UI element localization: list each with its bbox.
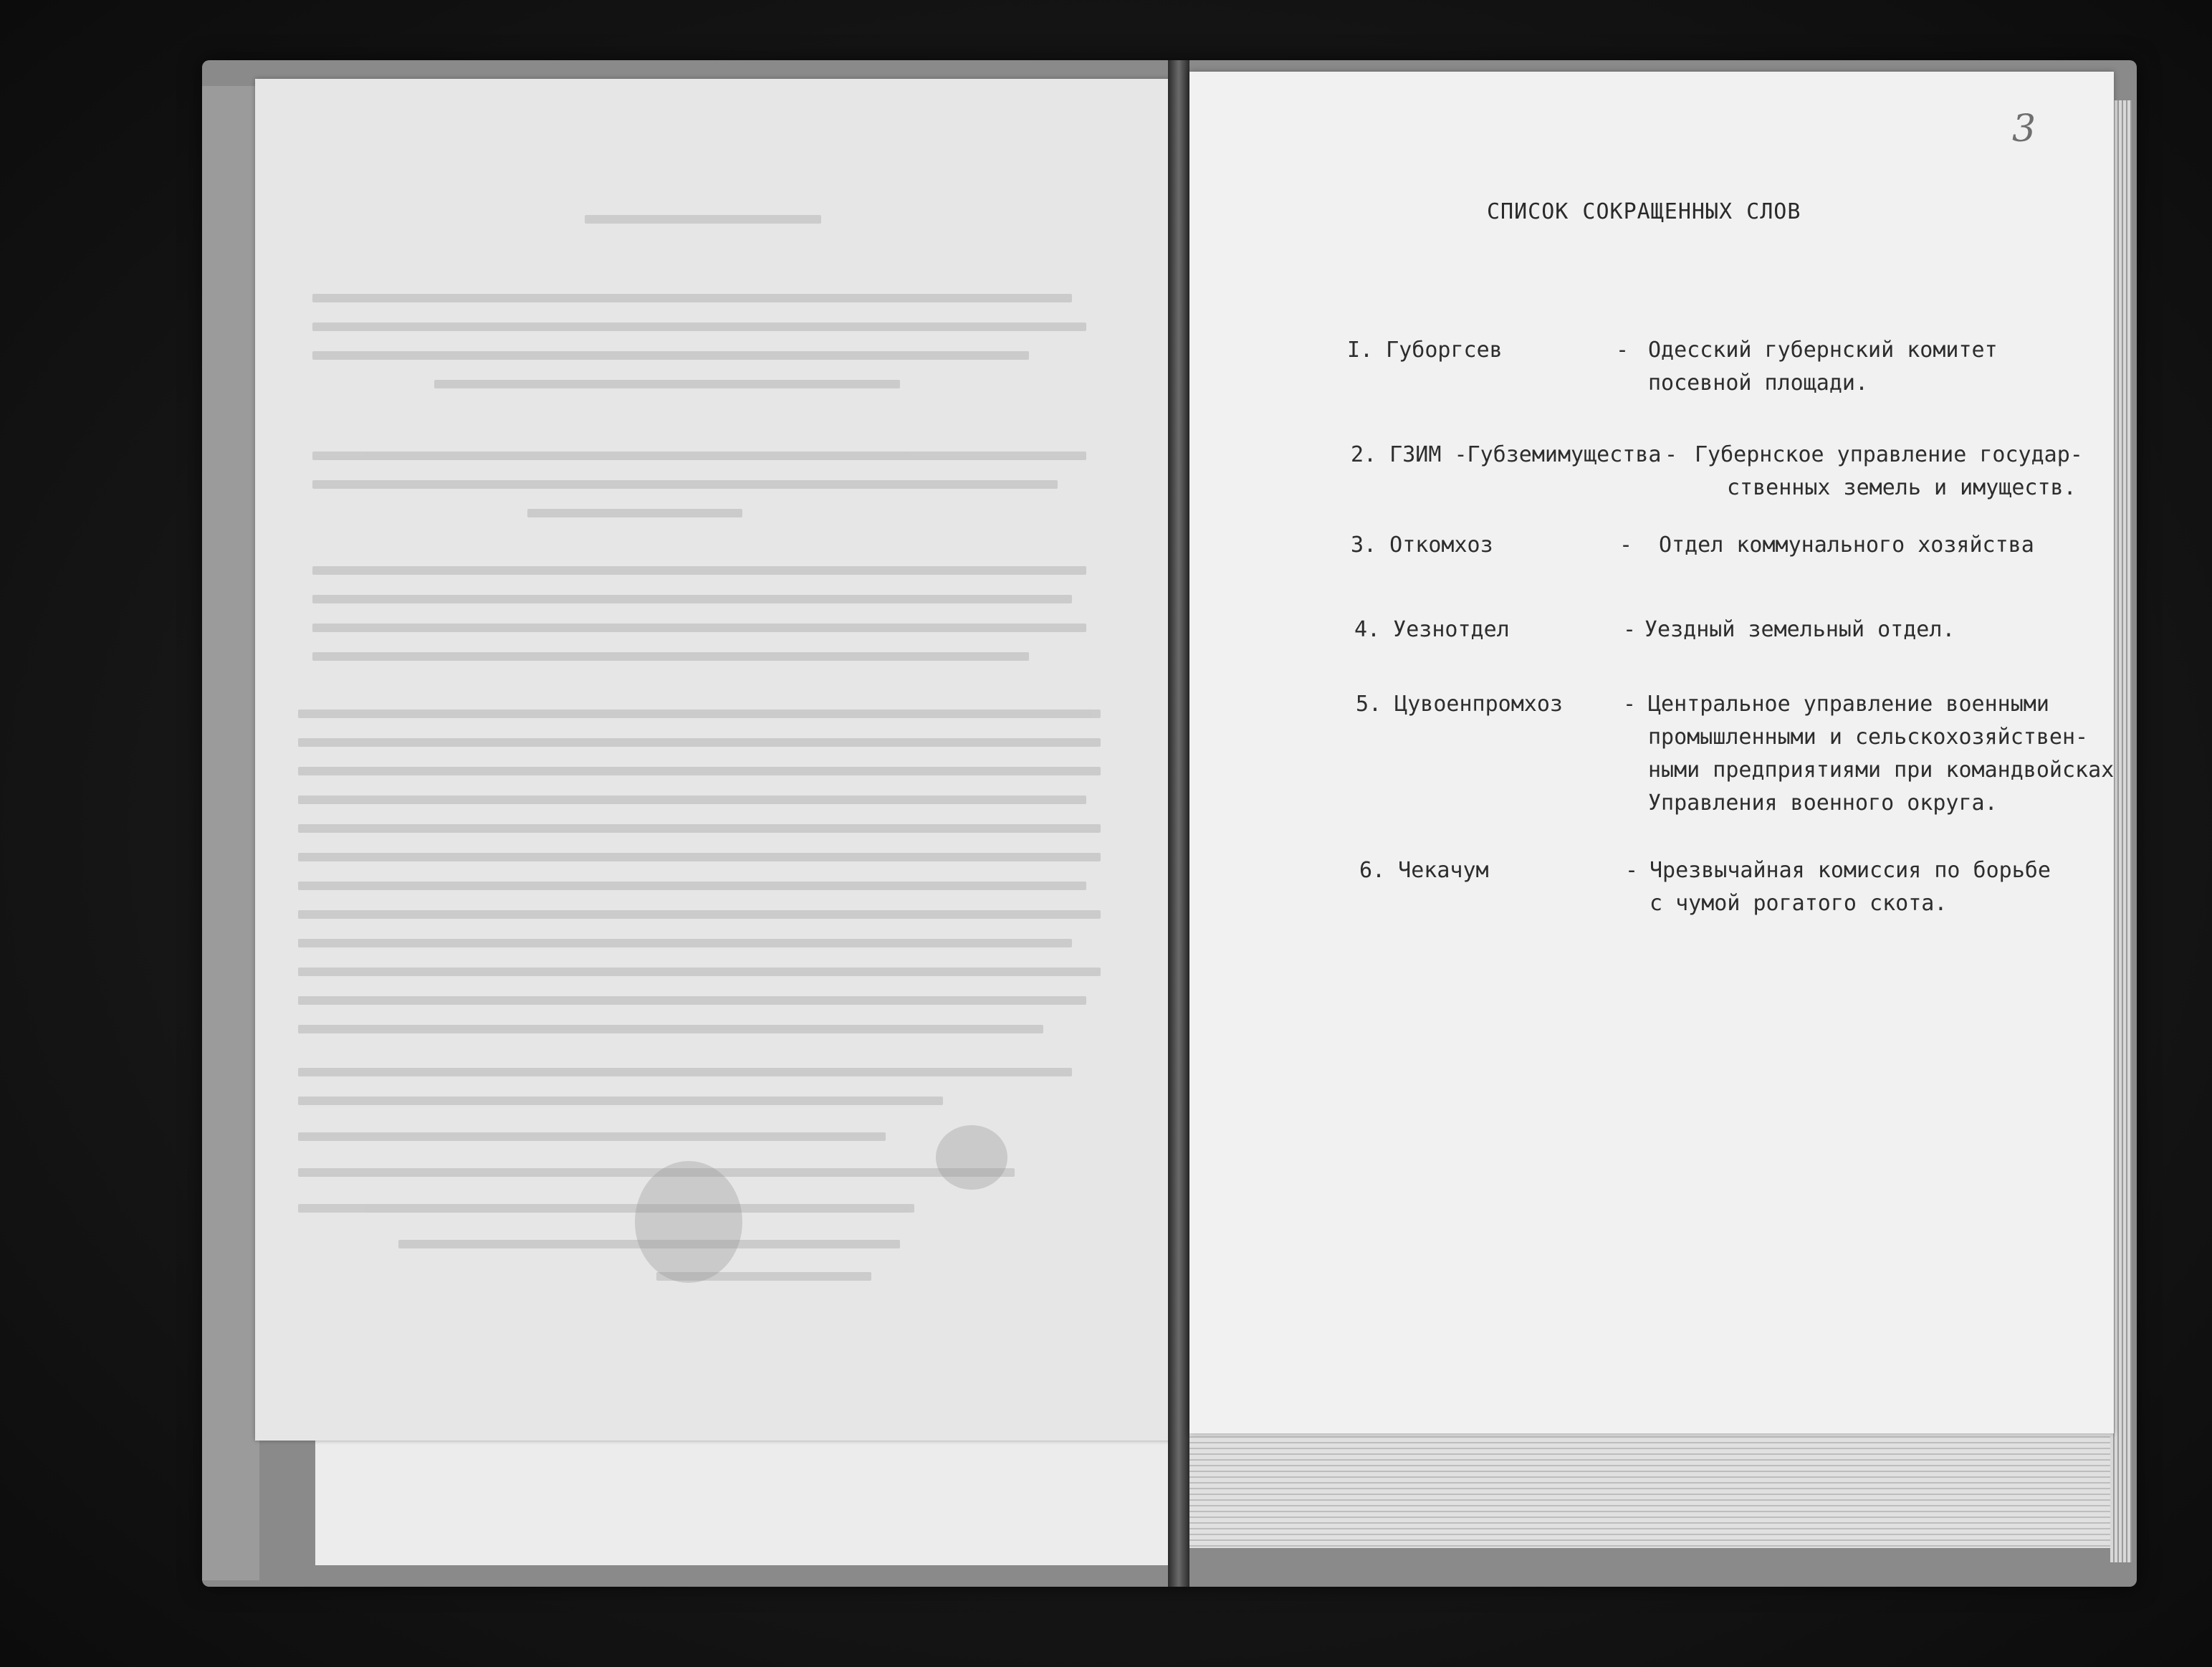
page-number: 3	[2012, 108, 2036, 151]
definition-line: ственных земель и имуществ.	[1727, 475, 2077, 500]
definition-line: Центральное управление военными	[1648, 692, 2049, 717]
definition-line: с чумой рогатого скота.	[1650, 891, 1948, 916]
dash: -	[1625, 858, 1639, 883]
abbreviation-term: 6. Чекачум	[1359, 858, 1489, 883]
abbreviation-term: 3. Откомхоз	[1351, 532, 1493, 558]
definition-line: Управления военного округа.	[1648, 790, 1998, 816]
abbreviation-definition	[1648, 334, 1998, 400]
dash: -	[1619, 532, 1633, 558]
definition-line: Уездный земельный отдел.	[1644, 617, 1955, 642]
definition-line: посевной площади.	[1648, 371, 1869, 396]
definition-line: Губернское управление государ-	[1695, 442, 2083, 467]
abbreviation-definition	[1648, 688, 2114, 820]
dash: -	[1623, 617, 1637, 642]
abbreviation-definition	[1650, 854, 2051, 920]
dash: -	[1665, 442, 1678, 467]
abbreviation-term: 5. Цувоенпромхоз	[1356, 692, 1563, 717]
definition-line: Чрезвычайная комиссия по борьбе	[1650, 858, 2051, 883]
dash: -	[1623, 692, 1637, 717]
definition-line: ными предприятиями при командвойсках	[1648, 758, 2115, 783]
abbreviation-term: 4. Уезнотдел	[1354, 617, 1510, 642]
dash: -	[1616, 338, 1629, 363]
abbreviation-definition	[1644, 613, 1955, 646]
abbreviation-definition	[1695, 439, 2083, 505]
definition-line: промышленными и сельскохозяйствен-	[1648, 725, 2089, 750]
abbreviation-definition	[1659, 529, 2034, 562]
definition-line: Одесский губернский комитет	[1648, 338, 1998, 363]
abbreviation-term: 2. ГЗИМ -Губземимущества	[1351, 442, 1662, 467]
page-title: СПИСОК СОКРАЩЕННЫХ СЛОВ	[1487, 199, 1801, 224]
abbreviation-term: I. Губоргсев	[1347, 338, 1503, 363]
definition-line: Отдел коммунального хозяйства	[1659, 532, 2034, 558]
